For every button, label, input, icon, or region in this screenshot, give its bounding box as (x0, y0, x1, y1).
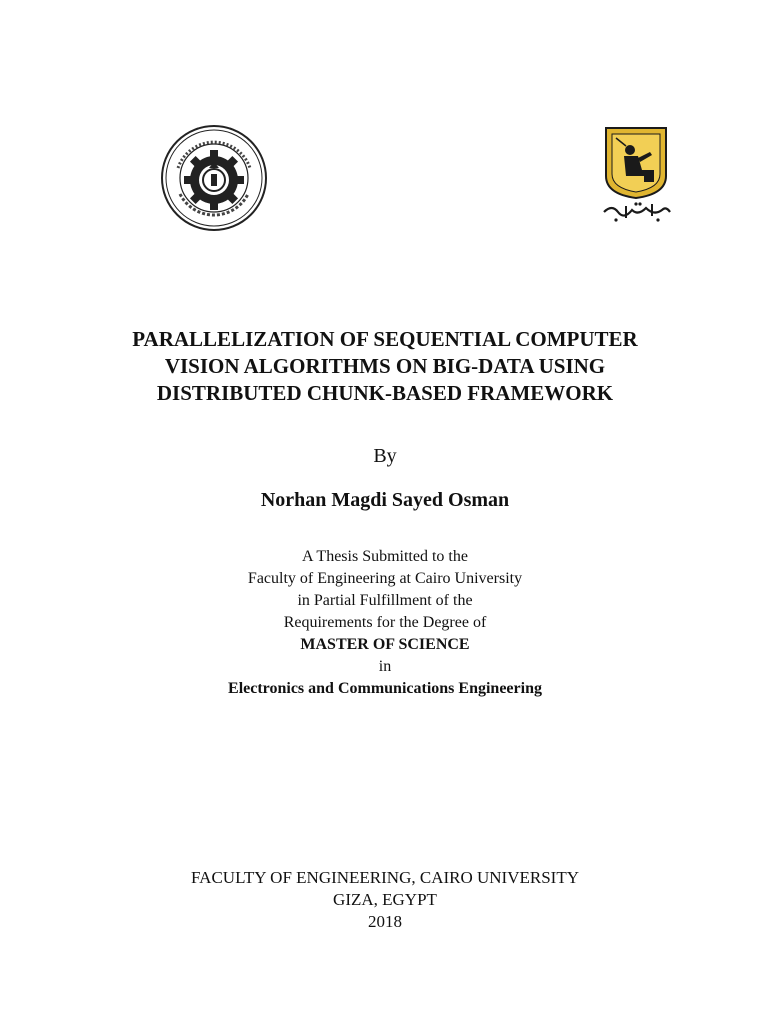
author-name: Norhan Magdi Sayed Osman (260, 489, 510, 511)
title-line: PARALLELIZATION OF SEQUENTIAL COMPUTER (132, 327, 638, 351)
submission-line: in Partial Fulfillment of the (297, 592, 473, 609)
footer (0, 867, 770, 933)
title-line: DISTRIBUTED CHUNK-BASED FRAMEWORK (156, 381, 614, 405)
submission-line: Requirements for the Degree of (283, 614, 487, 631)
degree-name: MASTER OF SCIENCE (300, 636, 470, 653)
thesis-title (0, 326, 770, 407)
year: 2018 (368, 912, 402, 931)
title-line: VISION ALGORITHMS ON BIG-DATA USING (164, 354, 606, 378)
submission-statement (0, 546, 770, 700)
by-label: By (373, 445, 397, 467)
submission-line: A Thesis Submitted to the (302, 548, 468, 565)
location: GIZA, EGYPT (333, 890, 437, 909)
in-label: in (378, 658, 392, 675)
submission-line: Faculty of Engineering at Cairo University (247, 570, 523, 587)
faculty-of-engineering-seal-logo (160, 124, 268, 232)
cairo-university-emblem-logo (596, 124, 676, 228)
field-of-study: Electronics and Communications Engineering (228, 680, 542, 697)
institution: FACULTY OF ENGINEERING, CAIRO UNIVERSITY (190, 868, 579, 887)
